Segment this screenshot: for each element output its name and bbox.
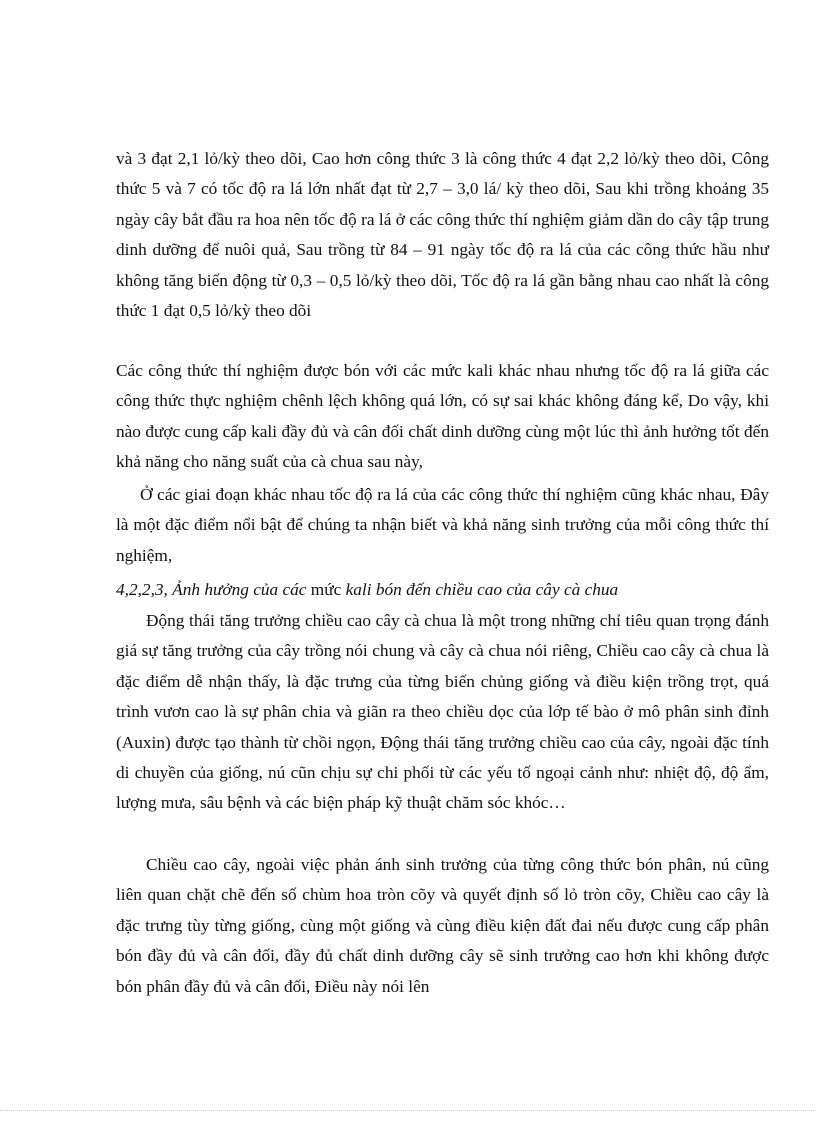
paragraph-potassium-levels: Các công thức thí nghiệm được bón với các mức kali khác nhau nhưng tốc độ ra lá giữa các công thức thực nghiệm chênh lệch không quá lớn, có sự sai khác không đáng kể, Do vậy, khi nào được cung cấp kali đầy đủ và cân đối chất dinh dưỡng cùng một lúc thì ảnh hưởng tốt đến khả năng cho năng suất của cà chua sau này, [116,361,769,472]
section-heading [116,575,769,605]
paragraph-leaf-rate-by-formula: và 3 đạt 2,1 lỏ/kỳ theo dõi, Cao hơn công thức 3 là công thức 4 đạt 2,2 lỏ/kỳ theo dõi, Công thức 5 và 7 có tốc độ ra lá lớn nhất đạt từ 2,7 – 3,0 lá/ kỳ theo dõi, Sau khi trồng khoảng 35 ngày cây bắt đầu ra hoa nên tốc độ ra lá ở các công thức thí nghiệm giảm dần do cây tập trung dinh dưỡng để nuôi quả, Sau trồng từ 84 – 91 ngày tốc độ ra lá của các công thức hầu như không tăng biến động từ 0,3 – 0,5 lỏ/kỳ theo dõi, Tốc độ ra lá gần bằng nhau cao nhất là công thức 1 đạt 0,5 lỏ/kỳ theo dõi [116,149,769,321]
paragraph-plant-height: Chiều cao cây, ngoài việc phản ánh sinh trưởng của từng công thức bón phân, nú cũng liên quan chặt chẽ đến số chùm hoa tròn cõy và quyết định số lỏ tròn cõy, Chiều cao cây là đặc trưng tùy từng giống, cùng một giống và cùng điều kiện đất đai nếu được cung cấp phân bón đầy đủ và cân đối, đầy đủ chất dinh dưỡng cây sẽ sinh trưởng cao hơn khi không được bón phân đầy đủ và cân đối, Điều này nói lên [116,855,769,996]
section-heading-part3: kali bón đến chiều cao của cây cà chua [341,580,619,599]
section-heading-part1: 4,2,2,3, Ảnh hưởng của các [116,580,311,599]
paragraph-growth-stages: Ở các giai đoạn khác nhau tốc độ ra lá của các công thức thí nghiệm cũng khác nhau, Đây là một đặc điểm nổi bật để chúng ta nhận biết và khả năng sinh trưởng của mỗi công thức thí nghiệm, [116,485,769,565]
page-bottom-divider [0,1110,816,1111]
paragraph-height-dynamics: Động thái tăng trưởng chiều cao cây cà chua là một trong những chỉ tiêu quan trọng đánh giá sự tăng trưởng của cây trồng nói chung và cây cà chua nói riêng, Chiều cao cây cà chua là đặc điểm dễ nhận thấy, là đặc trưng của từng biến chủng giống và điều kiện trồng trọt, quá trình vươn cao là sự phân chia và giãn ra theo chiều dọc của lớp tế bào ở mô phân sinh đỉnh (Auxin) được tạo thành từ chồi ngọn, Động thái tăng trưởng chiều cao của cây, ngoài đặc tính di chuyền của giống, nú cũn chịu sự chi phối từ các yếu tố ngoại cảnh như: nhiệt độ, độ ẩm, lượng mưa, sâu bệnh và các biện pháp kỹ thuật chăm sóc khóc… [116,611,769,813]
section-heading-part2: mức [310,580,342,599]
